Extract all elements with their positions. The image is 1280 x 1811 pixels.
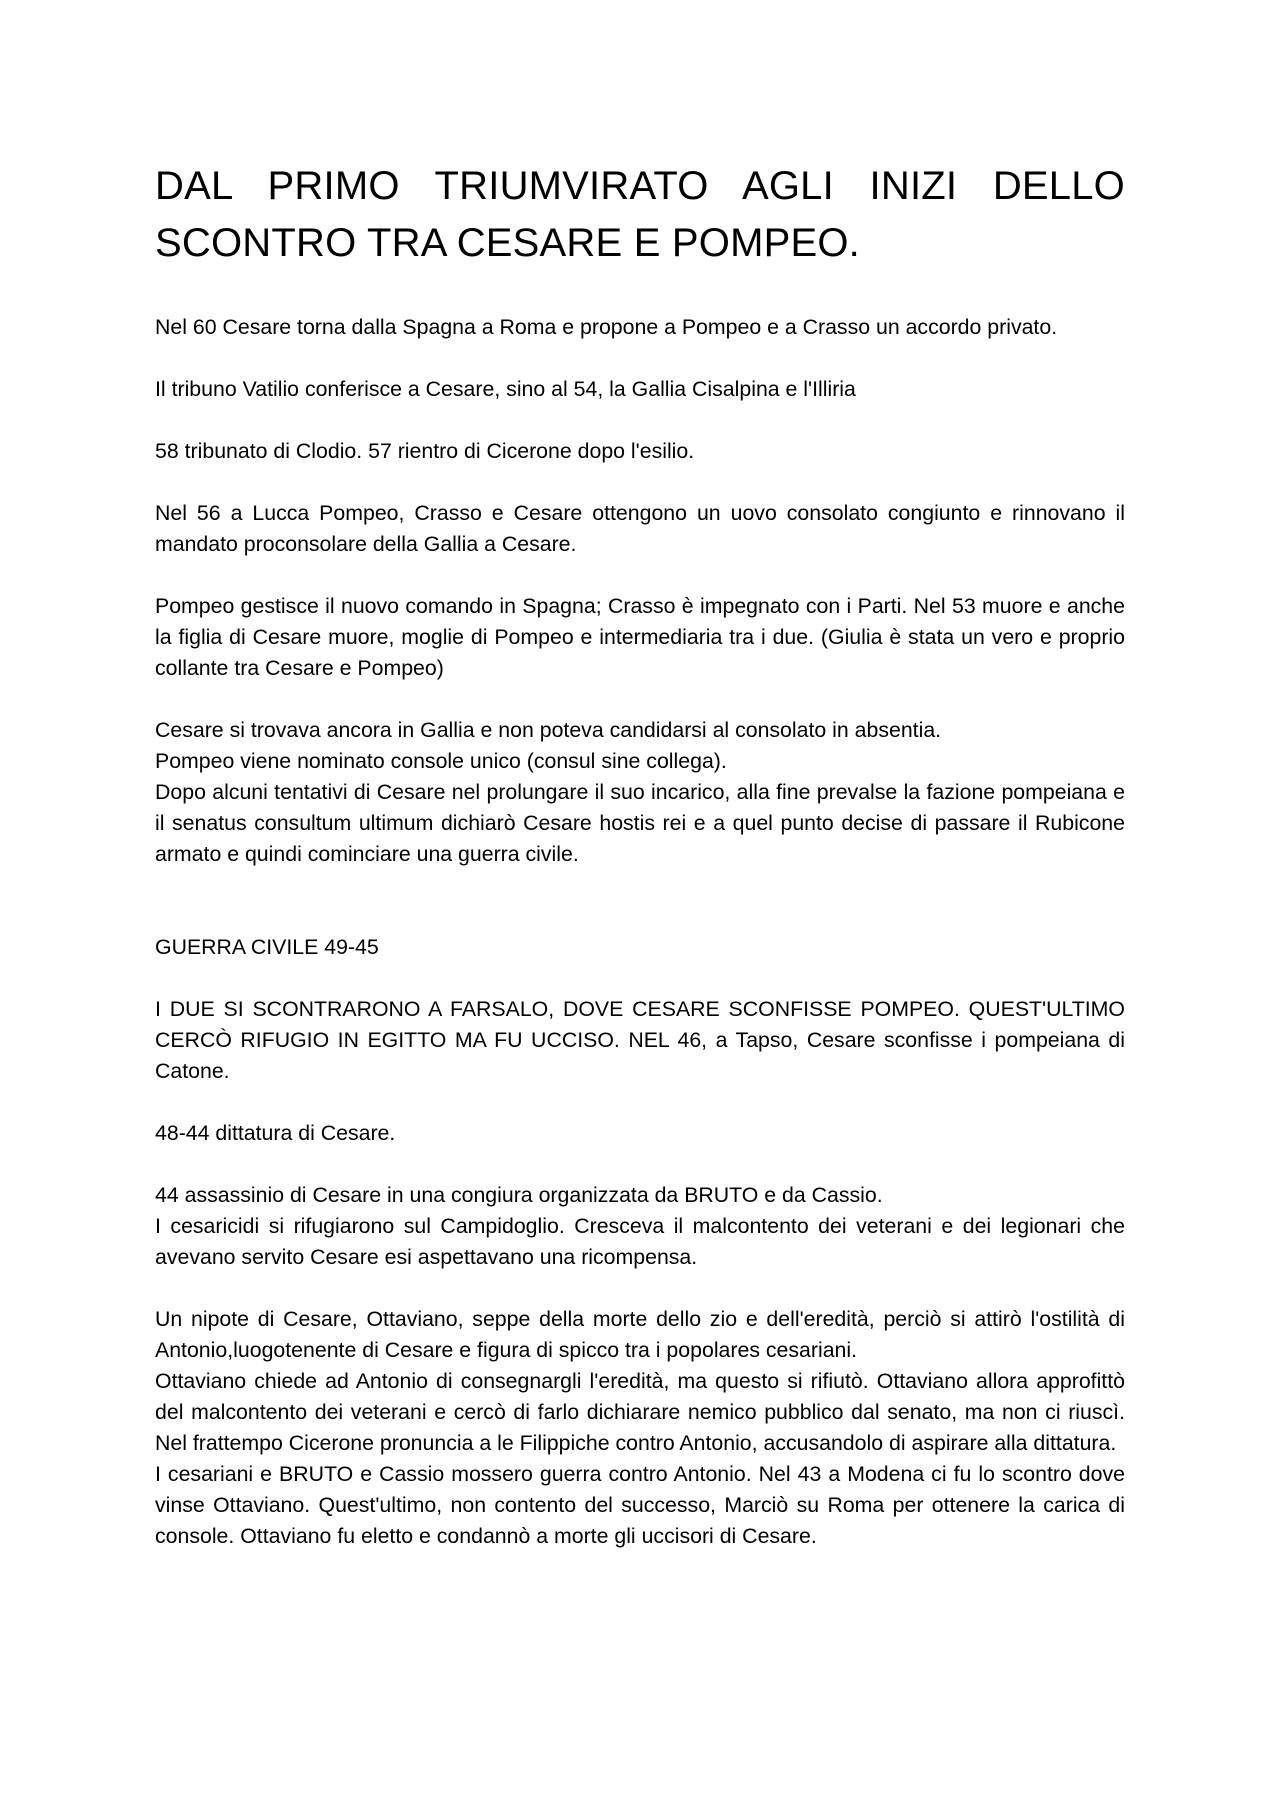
paragraph-vatilio: Il tribuno Vatilio conferisce a Cesare, sino al 54, la Gallia Cisalpina e l'Illiria bbox=[155, 377, 856, 401]
paragraph-clodio: 58 tribunato di Clodio. 57 rientro di Cicerone dopo l'esilio. bbox=[155, 439, 695, 463]
paragraph-block-ottaviano bbox=[155, 1304, 1125, 1552]
spacer bbox=[155, 405, 1125, 436]
paragraph-line: Un nipote di Cesare, Ottaviano, seppe della morte dello zio e dell'eredità, perciò si attirò l'ostilità di Antonio,luogotenente di Cesare e figura di spicco tra i popolares cesariani. bbox=[155, 1307, 1125, 1362]
paragraph-line: Cesare si trovava ancora in Gallia e non poteva candidarsi al consolato in absentia. bbox=[155, 718, 942, 742]
spacer bbox=[155, 272, 1125, 312]
spacer bbox=[155, 1273, 1125, 1304]
spacer bbox=[155, 870, 1125, 932]
paragraph-line: I cesaricidi si rifugiarono sul Campidoglio. Cresceva il malcontento dei veterani e dei legionari che avevano servito Cesare esi aspettavano una ricompensa. bbox=[155, 1214, 1125, 1269]
paragraph-farsalo: I DUE SI SCONTRARONO A FARSALO, DOVE CESARE SCONFISSE POMPEO. QUEST'ULTIMO CERCÒ RIFUGIO IN EGITTO MA FU UCCISO. NEL 46, a Tapso, Cesare sconfisse i pompeiana di Catone. bbox=[155, 997, 1125, 1083]
paragraph-line: Pompeo viene nominato console unico (consul sine collega). bbox=[155, 749, 727, 773]
paragraph-line: Ottaviano chiede ad Antonio di consegnargli l'eredità, ma questo si rifiutò. Ottaviano allora approfittò del malcontento dei veterani e cercò di farlo dichiarare nemico pubblico dal senato, ma non ci riuscì. Nel frattempo Cicerone pronuncia a le Filippiche contro Antonio, accusandolo di aspirare alla dittatura. bbox=[155, 1369, 1125, 1455]
spacer bbox=[155, 1149, 1125, 1180]
paragraph-block-assassinio bbox=[155, 1180, 1125, 1273]
paragraph-lucca: Nel 56 a Lucca Pompeo, Crasso e Cesare ottengono un uovo consolato congiunto e rinnovano il mandato proconsolare della Gallia a Cesare. bbox=[155, 501, 1125, 556]
paragraph-pompeo-crasso: Pompeo gestisce il nuovo comando in Spagna; Crasso è impegnato con i Parti. Nel 53 muore e anche la figlia di Cesare muore, moglie di Pompeo e intermediaria tra i due. (Giulia è stata un vero e proprio collante tra Cesare e Pompeo) bbox=[155, 594, 1125, 680]
document-title: DAL PRIMO TRIUMVIRATO AGLI INIZI DELLO SCONTRO TRA CESARE E POMPEO. bbox=[155, 164, 1125, 265]
paragraph-line: Dopo alcuni tentativi di Cesare nel prolungare il suo incarico, alla fine prevalse la fazione pompeiana e il senatus consultum ultimum dichiarò Cesare hostis rei e a quel punto decise di passare il Rubicone armato e quindi cominciare una guerra civile. bbox=[155, 780, 1125, 866]
spacer bbox=[155, 1087, 1125, 1118]
section-heading: GUERRA CIVILE 49-45 bbox=[155, 935, 379, 959]
paragraph-line: I cesariani e BRUTO e Cassio mossero guerra contro Antonio. Nel 43 a Modena ci fu lo scontro dove vinse Ottaviano. Quest'ultimo, non contento del successo, Marciò su Roma per ottenere la carica di console. Ottaviano fu eletto e condannò a morte gli uccisori di Cesare. bbox=[155, 1462, 1125, 1548]
spacer bbox=[155, 343, 1125, 374]
spacer bbox=[155, 963, 1125, 994]
paragraph-dittatura: 48-44 dittatura di Cesare. bbox=[155, 1121, 396, 1145]
spacer bbox=[155, 467, 1125, 498]
paragraph-block-rubicone bbox=[155, 715, 1125, 870]
paragraph-triumvirate-agreement: Nel 60 Cesare torna dalla Spagna a Roma e propone a Pompeo e a Crasso un accordo privato. bbox=[155, 315, 1058, 339]
paragraph-line: 44 assassinio di Cesare in una congiura organizzata da BRUTO e da Cassio. bbox=[155, 1183, 883, 1207]
document-page bbox=[155, 158, 1125, 1552]
spacer bbox=[155, 560, 1125, 591]
spacer bbox=[155, 684, 1125, 715]
